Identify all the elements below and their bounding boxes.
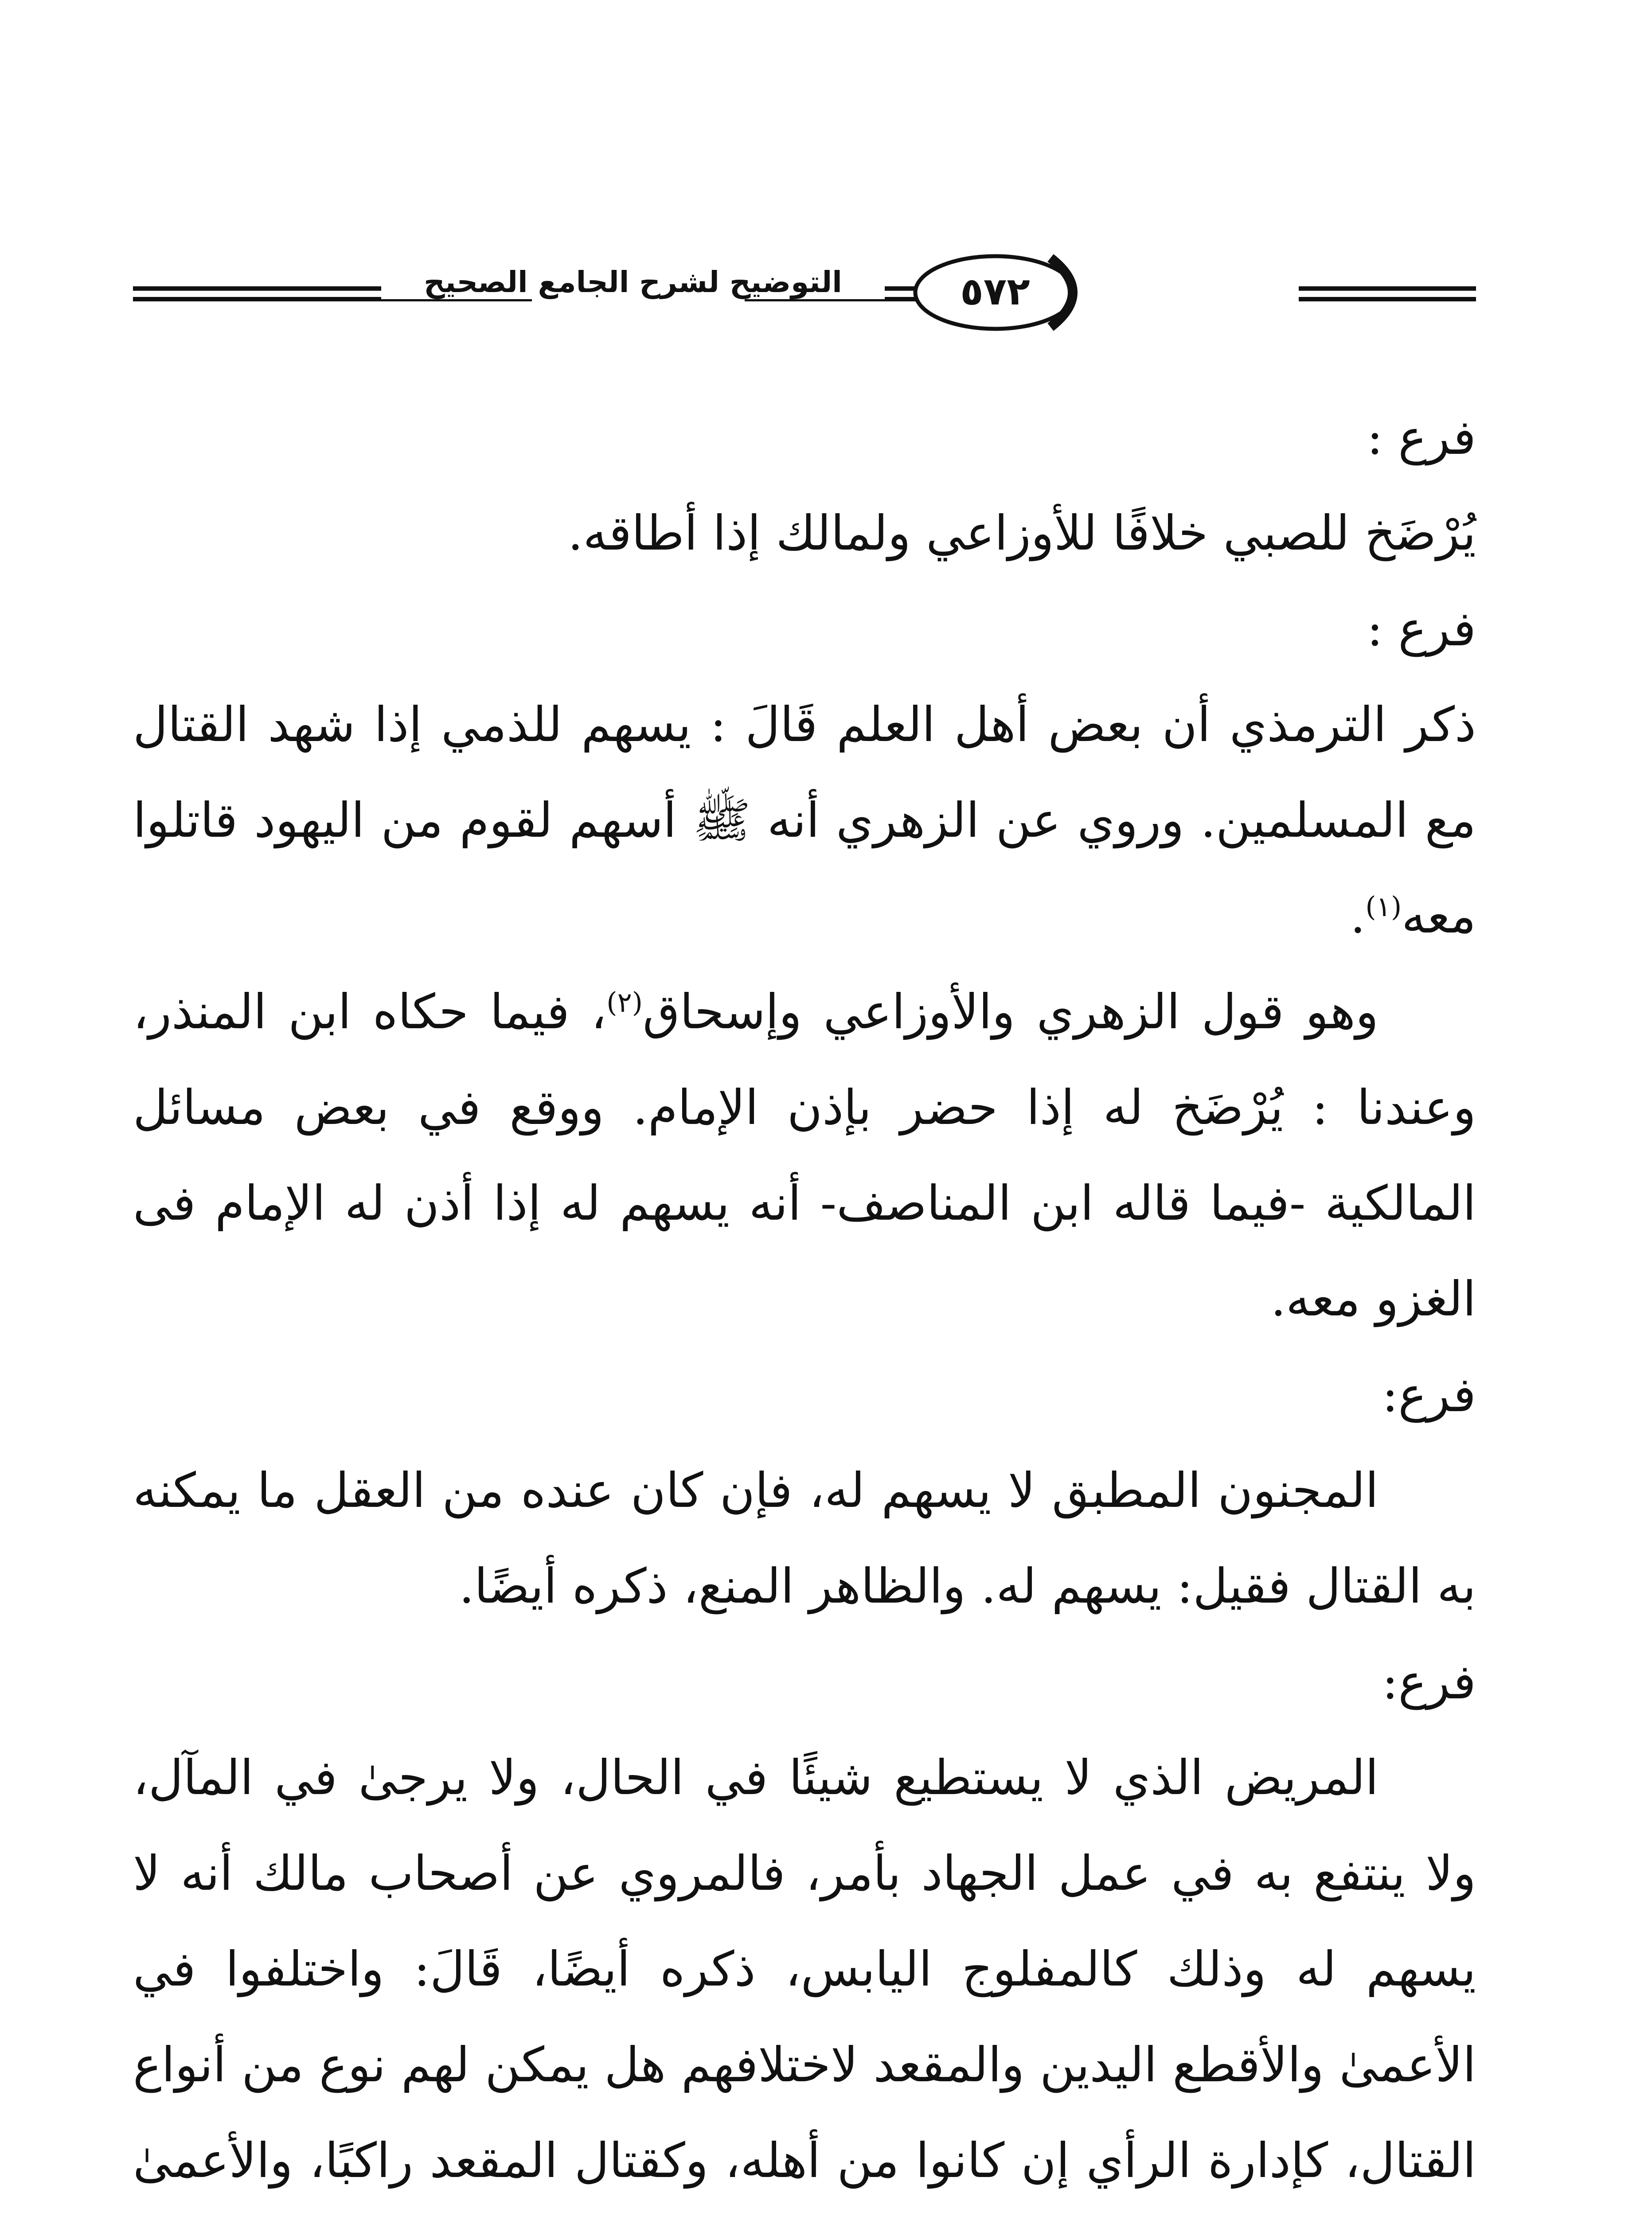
paragraph: [133, 1730, 1476, 2216]
paragraph-end: .: [1350, 889, 1366, 944]
paragraph-text: ذكر الترمذي أن بعض أهل العلم قَالَ : يسهم للذمي إذا شهد القتال مع المسلمين. وروي عن الزهري أنه ﷺ أسهم لقوم من اليهود قاتلوا معه: [133, 697, 1476, 944]
running-title: التوضيح لشرح الجامع الصحيح: [381, 265, 885, 299]
paragraph-text: ، فيما حكاه ابن المنذر، وعندنا : يُرْضَخ له إذا حضر بإذن الإمام. ووقع في بعض مسائل المالكية -فيما قاله ابن المناصف- أنه يسهم له إذا أذن له الإمام فى الغزو معه.: [133, 984, 1476, 1327]
section-heading: فرع:: [1382, 1367, 1476, 1423]
footnote-ref: (١): [1365, 890, 1402, 923]
paragraph-text: المريض الذي لا يستطيع شيئًا في الحال، ولا يرجىٰ في المآل، ولا ينتفع به في عمل الجهاد بأمر، فالمروي عن أصحاب مالك أنه لا يسهم له وذلك كالمفلوج اليابس، ذكره أيضًا، قَالَ: واختلفوا في الأعمىٰ والأقطع اليدين والمقعد لاختلافهم هل يمكن لهم نوع من أنواع القتال، كإدارة الرأي إن كانوا من أهله، وكقتال المقعد راكبًا، والأعمىٰ: [133, 1750, 1476, 2189]
running-header: [133, 248, 1476, 346]
paragraph: المجنون المطبق لا يسهم له، فإن كان عنده من العقل ما يمكنه به القتال فقيل: يسهم له. والظاهر المنع، ذكره أيضًا.: [133, 1463, 1476, 1614]
header-rule-right: [1299, 286, 1476, 301]
page-number: ٥٧٢: [960, 269, 1030, 314]
main-text: [133, 390, 1476, 2216]
page-number-badge: [904, 248, 1095, 337]
paragraph: [133, 677, 1476, 964]
paragraph-text: وهو قول الزهري والأوزاعي وإسحاق: [642, 984, 1379, 1040]
section-heading: فرع :: [1367, 601, 1476, 657]
section-heading: فرع :: [1367, 410, 1476, 465]
footnote-ref: (٢): [606, 986, 643, 1018]
paragraph: يُرْضَخ للصبي خلافًا للأوزاعي ولمالك إذا أطاقه.: [568, 506, 1476, 561]
section-heading: فرع:: [1382, 1654, 1476, 1710]
paragraph: [133, 964, 1476, 1347]
